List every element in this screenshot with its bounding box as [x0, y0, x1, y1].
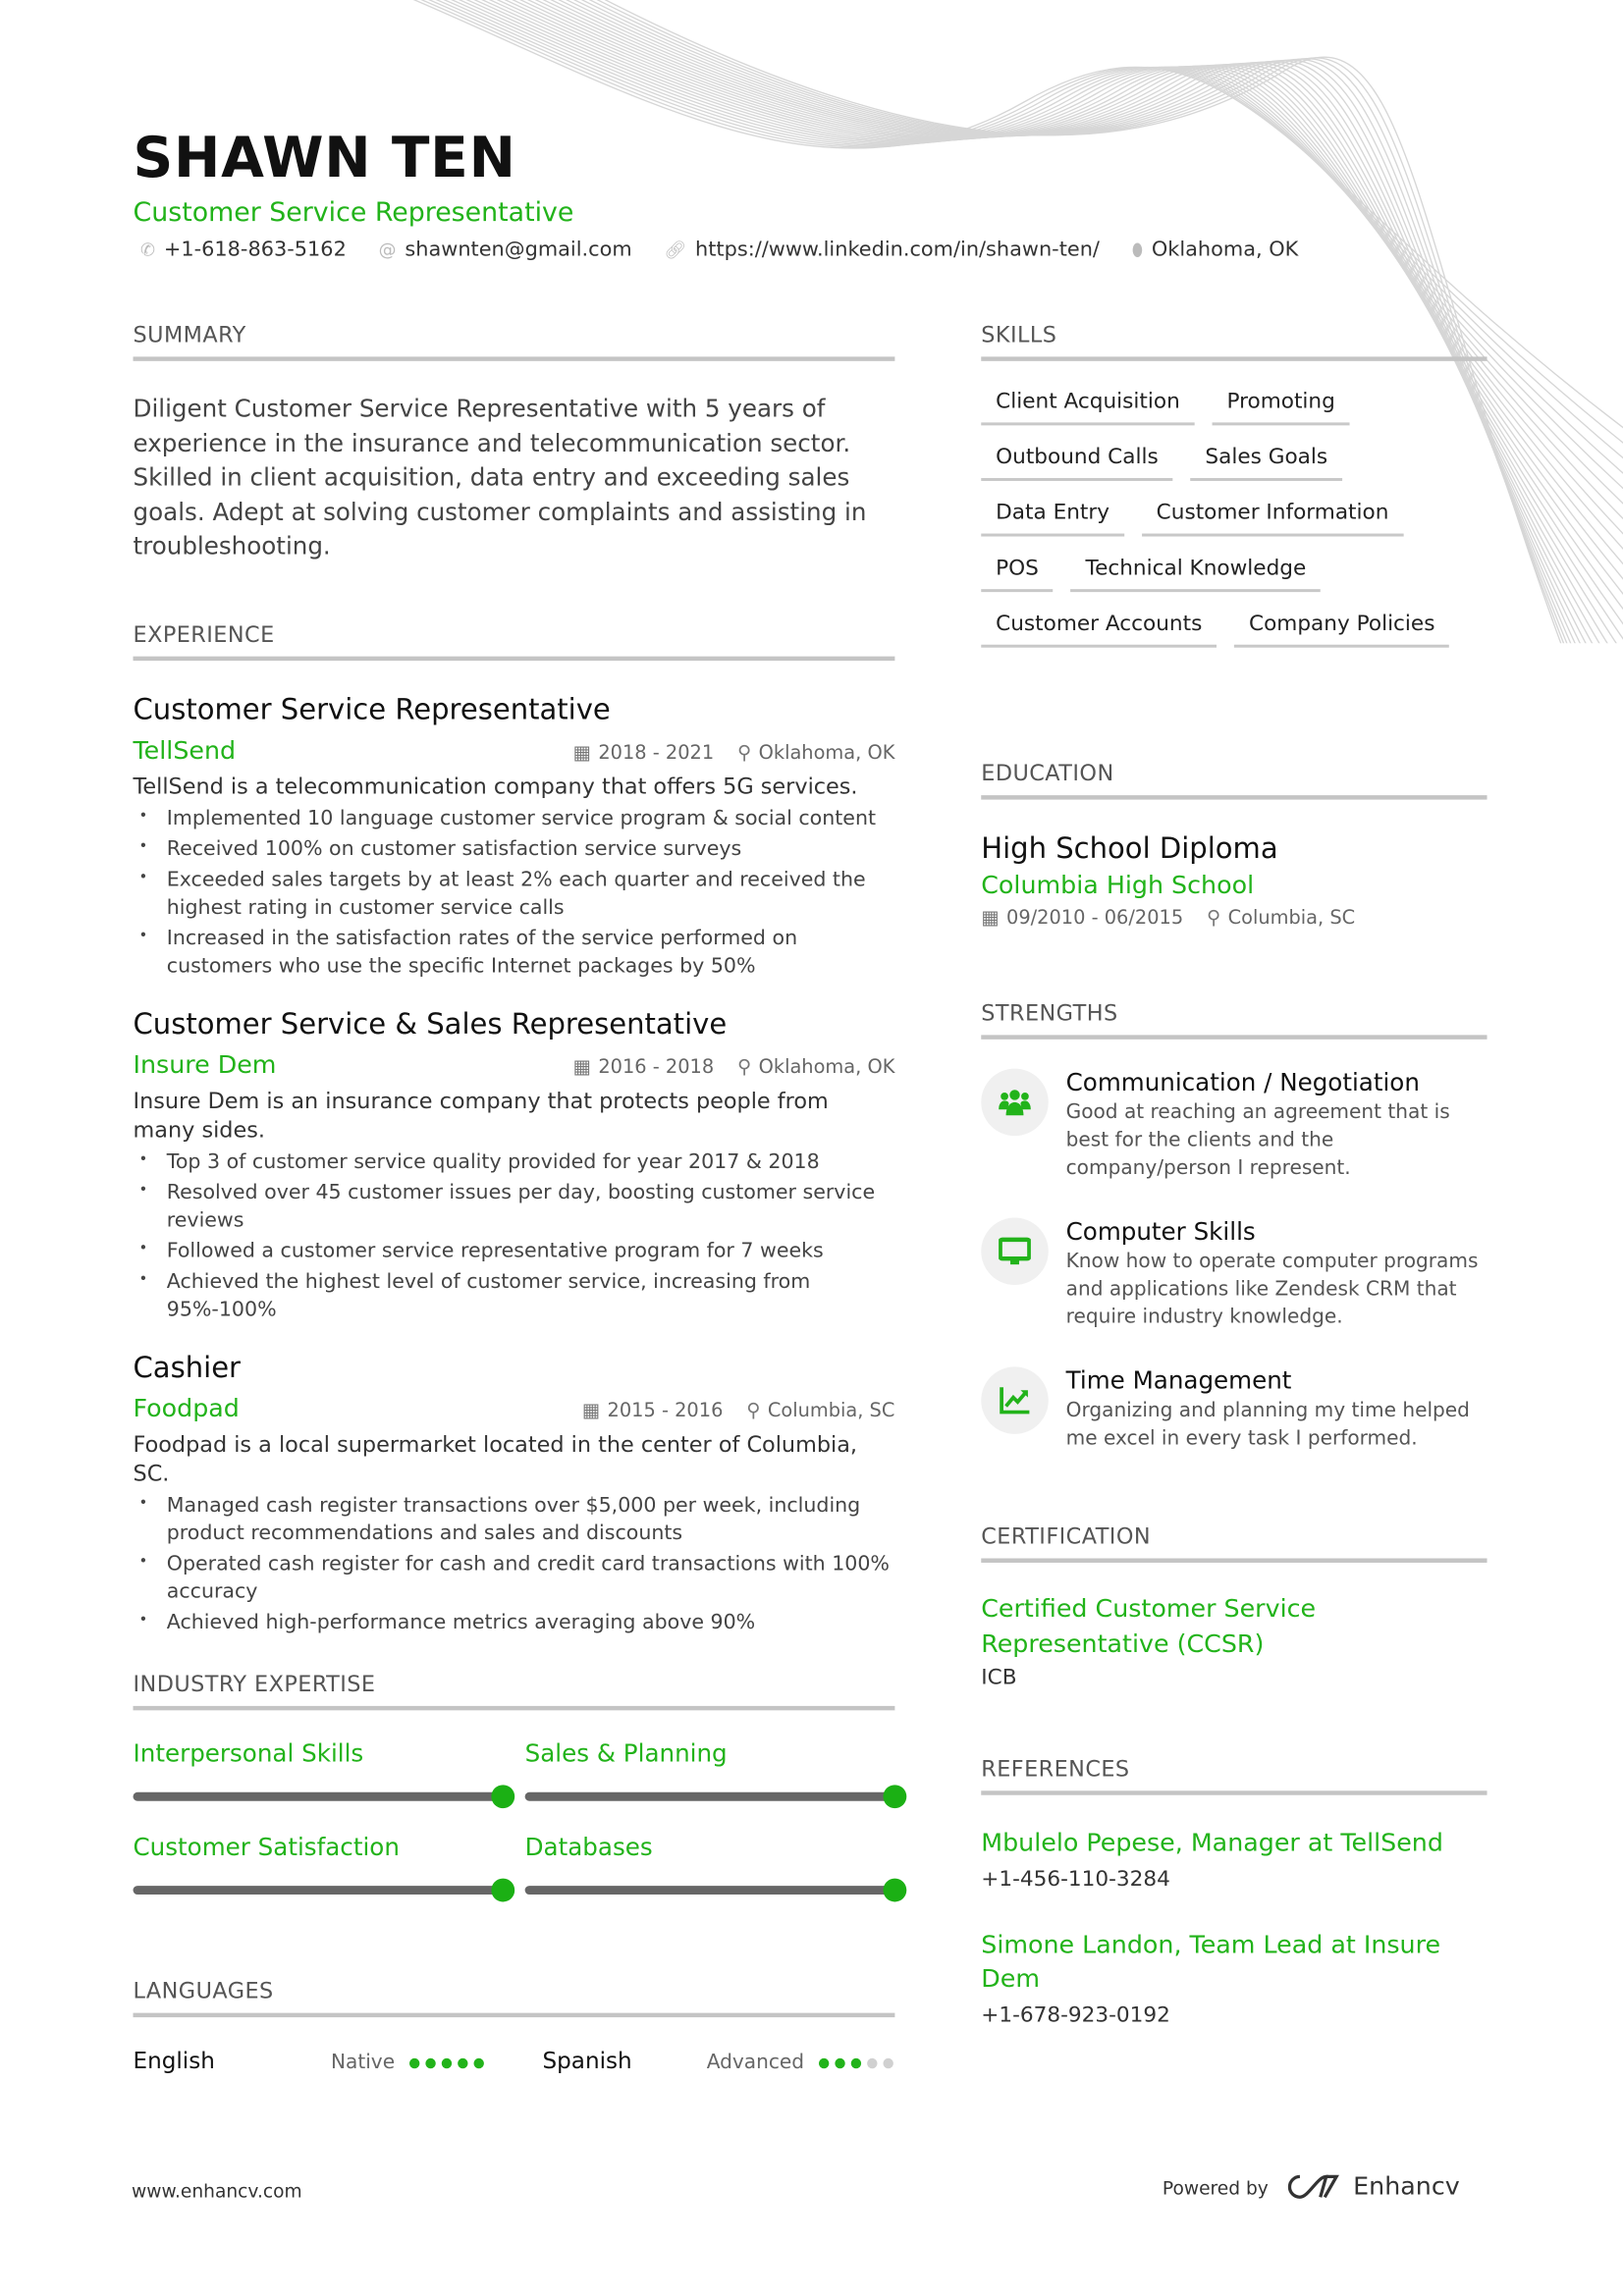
- section-heading: SKILLS: [981, 322, 1487, 361]
- summary-section: [134, 322, 895, 563]
- certification-title: Certified Customer Service Representative (CCSR): [981, 1594, 1317, 1659]
- section-heading: STRENGTHS: [981, 1000, 1487, 1040]
- expertise-item: Databases: [525, 1833, 895, 1895]
- skill-tag: Technical Knowledge: [1071, 557, 1322, 592]
- strength-item: Computer Skills Know how to operate computer programs and applications like Zendesk CRM that require industry knowledge.: [981, 1218, 1487, 1332]
- level-dot: [442, 2058, 452, 2068]
- education-section: [981, 760, 1487, 930]
- location-icon: ⚲: [736, 742, 752, 765]
- chart-line-icon: [981, 1366, 1049, 1434]
- location-icon: ⚲: [746, 1400, 761, 1422]
- level-dot: [883, 2058, 893, 2068]
- company-description: Insure Dem is an insurance company that protects people from many sides.: [133, 1087, 829, 1144]
- achievement-bullet: • Achieved the highest level of customer service, increasing from 95%-100%: [134, 1269, 895, 1325]
- level-dot: [458, 2058, 467, 2068]
- achievement-bullet: • Operated cash register for cash and credit card transactions with 100% accuracy: [134, 1551, 895, 1607]
- language-level-dots: [819, 2058, 893, 2068]
- skill-tag: Data Entry: [981, 502, 1124, 537]
- certification-section: [981, 1523, 1487, 1690]
- reference-item: Simone Landon, Team Lead at Insure Dem +1-678-923-0192: [981, 1930, 1441, 2027]
- company-name: Insure Dem: [133, 1050, 277, 1081]
- calendar-icon: ▦: [981, 907, 1000, 931]
- company-description: TellSend is a telecommunication company that offers 5G services.: [133, 773, 858, 800]
- languages-section: [134, 1978, 895, 2074]
- achievement-bullet: • Resolved over 45 customer issues per day, boosting customer service reviews: [134, 1180, 895, 1236]
- footer-site-link[interactable]: www.enhancv.com: [132, 2179, 302, 2202]
- expertise-level-knob: [883, 1879, 906, 1902]
- skill-tag: Client Acquisition: [981, 391, 1194, 426]
- footer-branding: Powered by Enhancv: [1162, 2171, 1460, 2202]
- candidate-name: SHAWN TEN: [133, 126, 516, 190]
- contact-bar: [140, 239, 1298, 262]
- school: Columbia High School: [981, 871, 1255, 901]
- location-icon: ⚲: [736, 1056, 752, 1080]
- strengths-section: [981, 1000, 1487, 1488]
- expertise-item: Customer Satisfaction: [134, 1833, 525, 1895]
- level-dot: [474, 2058, 484, 2068]
- link-icon: 🔗︎: [664, 240, 687, 261]
- calendar-icon: ▦: [572, 1056, 591, 1080]
- level-dot: [425, 2058, 435, 2068]
- candidate-title: Customer Service Representative: [133, 197, 574, 229]
- company-name: TellSend: [133, 736, 237, 767]
- skill-tag: Sales Goals: [1190, 446, 1342, 481]
- experience-entry: [134, 1351, 895, 1637]
- achievement-bullet: • Managed cash register transactions over $5,000 per week, including product recommendations and sales and discounts: [134, 1492, 895, 1548]
- section-heading: REFERENCES: [981, 1756, 1487, 1795]
- education-location: ⚲ Columbia, SC: [1206, 907, 1356, 931]
- expertise-level-bar: [525, 1886, 895, 1895]
- enhancv-logo-icon: [1286, 2172, 1342, 2202]
- references-section: [981, 1756, 1487, 2065]
- industry-expertise-section: [134, 1671, 895, 1895]
- phone-icon: ✆: [139, 240, 155, 261]
- job-dates: ▦ 2018 - 2021: [572, 742, 715, 765]
- section-heading: LANGUAGES: [134, 1978, 895, 2017]
- section-heading: SUMMARY: [134, 322, 895, 361]
- certification-issuer: ICB: [981, 1666, 1017, 1690]
- calendar-icon: ▦: [581, 1400, 601, 1422]
- skill-tag: POS: [981, 557, 1054, 592]
- job-title: Customer Service & Sales Representative: [133, 1007, 728, 1041]
- level-dot: [409, 2058, 419, 2068]
- expertise-level-bar: [134, 1792, 504, 1801]
- location-icon: ⬮: [1131, 240, 1143, 261]
- level-dot: [851, 2058, 861, 2068]
- strength-item: Communication / Negotiation Good at reaching an agreement that is best for the clients and the company/person I represent.: [981, 1069, 1487, 1183]
- skill-tag: Promoting: [1213, 391, 1350, 426]
- level-dot: [819, 2058, 829, 2068]
- expertise-level-knob: [883, 1785, 906, 1808]
- education-dates: ▦ 09/2010 - 06/2015: [981, 907, 1184, 931]
- expertise-level-bar: [525, 1792, 895, 1801]
- job-title: Customer Service Representative: [133, 692, 611, 727]
- skill-tag: Customer Accounts: [981, 613, 1217, 648]
- strength-item: Time Management Organizing and planning my time helped me excel in every task I performed.: [981, 1366, 1487, 1453]
- section-heading: EXPERIENCE: [134, 621, 895, 661]
- section-heading: CERTIFICATION: [981, 1523, 1487, 1563]
- achievement-bullet: • Received 100% on customer satisfaction service surveys: [134, 836, 895, 864]
- contact-linkedin[interactable]: 🔗︎ https://www.linkedin.com/in/shawn-ten/: [664, 238, 1100, 262]
- contact-email[interactable]: @ shawnten@gmail.com: [378, 238, 632, 262]
- summary-text: Diligent Customer Service Representative with 5 years of experience in the insurance and telecommunication sector. Skilled in client acquisition, data entry and exceeding sales goals. Adept at solving customer complaints and assisting in troubleshooting.: [133, 395, 867, 561]
- language-level-dots: [409, 2058, 484, 2068]
- company-name: Foodpad: [133, 1394, 240, 1424]
- job-location: ⚲ Columbia, SC: [746, 1400, 895, 1422]
- expertise-level-knob: [491, 1785, 514, 1808]
- expertise-level-knob: [491, 1879, 514, 1902]
- at-icon: @: [378, 240, 397, 261]
- achievement-bullet: • Followed a customer service representative program for 7 weeks: [134, 1238, 895, 1265]
- section-heading: EDUCATION: [981, 760, 1487, 799]
- achievement-bullet: • Top 3 of customer service quality provided for year 2017 & 2018: [134, 1149, 895, 1177]
- job-location: ⚲ Oklahoma, OK: [736, 742, 895, 765]
- skill-tag: Customer Information: [1142, 502, 1404, 537]
- level-dot: [867, 2058, 877, 2068]
- language-english: English Native: [134, 2048, 484, 2074]
- achievement-bullet: • Increased in the satisfaction rates of the service performed on customers who use the specific Internet packages by 50%: [134, 926, 895, 982]
- expertise-item: Sales & Planning: [525, 1739, 895, 1801]
- contact-location: ⬮ Oklahoma, OK: [1131, 238, 1299, 262]
- experience-section: [134, 621, 895, 1664]
- degree: High School Diploma: [981, 831, 1278, 866]
- skill-tag: Company Policies: [1234, 613, 1449, 648]
- location-icon: ⚲: [1206, 907, 1221, 931]
- skills-section: [981, 322, 1487, 648]
- job-location: ⚲ Oklahoma, OK: [736, 1056, 895, 1080]
- achievement-bullet: • Implemented 10 language customer service program & social content: [134, 806, 895, 833]
- calendar-icon: ▦: [572, 742, 591, 765]
- experience-entry: [134, 1007, 895, 1324]
- level-dot: [835, 2058, 844, 2068]
- expertise-item: Interpersonal Skills: [134, 1739, 525, 1801]
- language-spanish: Spanish Advanced: [542, 2048, 893, 2074]
- contact-phone[interactable]: ✆ +1-618-863-5162: [139, 238, 347, 262]
- achievement-bullet: • Achieved high-performance metrics averaging above 90%: [134, 1610, 895, 1637]
- experience-entry: [134, 693, 895, 981]
- section-heading: INDUSTRY EXPERTISE: [134, 1671, 895, 1710]
- company-description: Foodpad is a local supermarket located in the center of Columbia, SC.: [133, 1430, 858, 1487]
- job-dates: ▦ 2015 - 2016: [581, 1400, 724, 1422]
- people-icon: [981, 1069, 1049, 1137]
- skill-tag: Outbound Calls: [981, 446, 1172, 481]
- reference-item: Mbulelo Pepese, Manager at TellSend +1-456-110-3284: [981, 1828, 1443, 1892]
- job-title: Cashier: [133, 1351, 241, 1385]
- achievement-bullet: • Exceeded sales targets by at least 2% each quarter and received the highest rating in customer service calls: [134, 867, 895, 923]
- expertise-level-bar: [134, 1886, 504, 1895]
- monitor-icon: [981, 1218, 1049, 1286]
- job-dates: ▦ 2016 - 2018: [572, 1056, 715, 1080]
